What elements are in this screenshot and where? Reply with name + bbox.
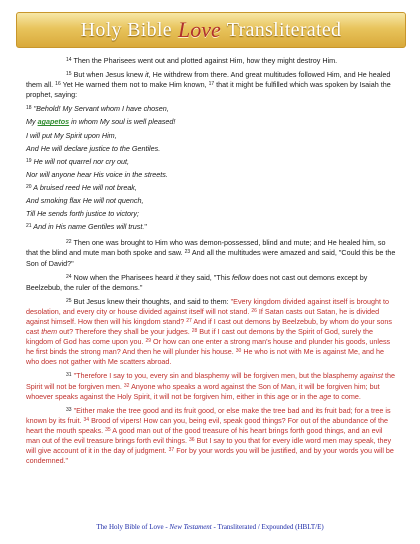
words-of-christ: If Satan casts out Satan, he is divided against himself. How then will his kingdom stand? [26,306,380,326]
italic-word: it [175,272,180,282]
verse-number: 24 [66,273,72,280]
verse-14 [26,56,396,66]
verse-number: 32 [123,382,130,389]
verse-22-23 [26,238,396,268]
verse-31-32 [26,371,396,401]
words-of-christ: For by your words you will be justified, and by your words you will be condemned." [26,446,394,466]
words-of-christ: Anyone who speaks a word against the Son of Man, it will be forgiven him; but whoever speaks against the Holy Spirit, it will not be forgiven him, either in this age or in the [26,381,380,401]
verse-number: 26 [251,307,257,314]
quote-line: And in His name Gentiles will trust. [33,222,145,232]
verse-number: 15 [66,71,72,78]
verse-number: 37 [168,447,175,454]
chapter-text [26,56,396,470]
quote-line: I will put My Spirit upon Him, [26,130,117,140]
words-of-christ: Brood of vipers! How can you, being evil, speak good things? For out of the abundance of the heart the mouth speaks. [26,415,388,435]
verse-text: Now when the Pharisees heard [73,272,176,282]
isaiah-quote [26,104,396,232]
verse-text: But Jesus knew their thoughts, and said to them: [73,296,231,306]
quote-line: "Behold! My Servant whom I have chosen, [33,104,169,114]
words-of-christ: "Every kingdom divided against itself is brought to desolation, and every city or house divided against itself will not stand. [26,296,389,316]
italic-word: against [359,371,383,381]
verse-33-37 [26,406,396,467]
verse-15-17 [26,70,396,100]
footer-text: - Transliterated / Expounded (HBLT/E) [211,523,324,531]
words-of-christ: Or how can one enter a strong man's house and plunder his goods, unless he first binds the strong man? And then he will plunder his house. [26,337,391,357]
quote-line: Till He sends forth justice to victory; [26,209,139,219]
header-title-transliterated: Transliterated [226,18,342,41]
page-footer [0,523,420,531]
verse-text: Then one was brought to Him who was demon-possessed, blind and mute; and He healed him, so that the blind and mute man both spoke and saw. [26,238,386,258]
verse-number: 28 [191,328,198,335]
verse-text: that it might be fulfilled which was spoken by Isaiah the prophet, saying: [26,80,391,100]
verse-number: 27 [186,317,192,324]
verse-number: 25 [66,297,72,304]
verse-25-30 [26,297,396,368]
words-of-christ: But if I cast out demons by the Spirit of God, surely the kingdom of God has come upon you. [26,327,374,347]
words-of-christ: to come. [331,391,361,401]
words-of-christ: He who is not with Me is against Me, and he who does not gather with Me scatters abroad. [26,347,384,367]
verse-number: 36 [189,437,195,443]
quote-line: My [26,117,38,127]
words-of-christ: And if I cast out demons by Beelzebub, by whom do your sons cast [26,316,392,337]
quote-line: in whom My soul is well pleased! [69,117,176,127]
verse-number: 19 [26,157,32,164]
header-banner [16,12,406,48]
italic-word: fellow [231,272,251,282]
verse-text: does not cast out demons except by Beelzebub, the ruler of the demons." [26,272,368,292]
quote-close: " [144,222,147,232]
italic-word: it [145,70,149,80]
words-of-christ: But I say to you that for every idle word men may speak, they will give account of it in the day of judgment. [26,436,392,456]
footer-text-italic: New Testament [169,523,212,531]
verse-text: Yet He warned them not to make Him known, [62,80,207,90]
quote-line: A bruised reed He will not break, [33,182,137,192]
verse-number: 23 [184,249,191,256]
words-of-christ: "Either make the tree good and its fruit good, or else make the tree bad and its fruit bad; for a tree is known by its fruit. [26,405,391,425]
verse-text: Then the Pharisees went out and plotted against Him, how they might destroy Him. [73,56,338,65]
italic-word: them [41,327,58,337]
verse-number: 30 [235,348,242,355]
verse-number: 14 [66,57,72,63]
agapetos-link[interactable]: agapetos [37,117,70,127]
words-of-christ: the Spirit will not be forgiven men. [26,371,395,391]
quote-line: And smoking flax He will not quench, [26,196,144,206]
header-title-holy-bible: Holy Bible [80,18,172,41]
header-title-love: Love [178,17,221,42]
quote-line: Nor will anyone hear His voice in the streets. [26,169,168,179]
verse-number: 18 [26,105,32,112]
italic-word: age [319,391,332,401]
quote-line: He will not quarrel nor cry out, [33,156,130,166]
words-of-christ: A good man out of the good treasure of his heart brings forth good things, and an evil man out of the evil treasure brings forth evil things. [26,425,383,445]
words-of-christ: "Therefore I say to you, every sin and blasphemy will be forgiven men, but the blasphemy [73,371,360,381]
verse-number: 21 [26,223,32,230]
verse-number: 29 [145,338,152,345]
verse-number: 35 [105,426,111,433]
verse-text: , He withdrew from there. And great multitudes followed Him, and He healed them all. [26,70,391,90]
verse-text: But when Jesus knew [73,70,146,80]
verse-number: 20 [26,183,32,190]
verse-number: 34 [83,416,90,423]
footer-text: The Holy Bible of Love - [96,523,170,531]
quote-line: And He will declare justice to the Gentiles. [26,143,161,153]
verse-number: 16 [55,81,61,88]
words-of-christ: out? Therefore they shall be your judges. [57,327,190,337]
verse-text: they said, "This [179,272,232,282]
verse-number: 31 [66,372,72,379]
verse-number: 33 [66,406,72,413]
verse-number: 17 [208,81,215,88]
verse-number: 22 [66,239,72,246]
verse-24 [26,273,396,293]
verse-text: And all the multitudes were amazed and said, "Could this be the Son of David?" [26,248,396,268]
